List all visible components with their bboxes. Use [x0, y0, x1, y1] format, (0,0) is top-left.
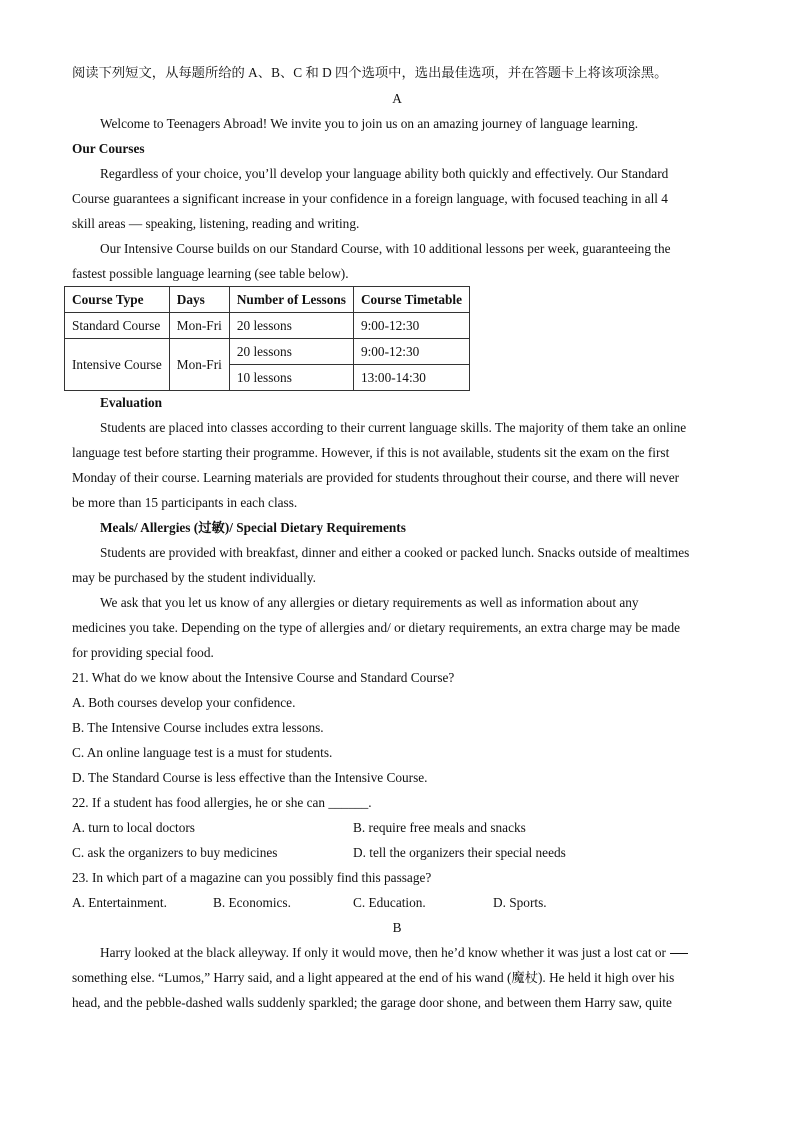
table-cell: 13:00-14:30 [353, 365, 469, 391]
courses-p1-line2: Course guarantees a significant increase in your confidence in a foreign language, with focused teaching in all 4 [72, 191, 668, 206]
table-row [65, 339, 470, 365]
evaluation-line2: language test before starting their programme. However, if this is not available, students sit the exam on the first [72, 445, 670, 460]
question-23-option-a: A. Entertainment. [72, 895, 167, 910]
section-b-letter: B [392, 920, 402, 935]
evaluation-heading: Evaluation [100, 395, 163, 410]
courses-p2-line2: fastest possible language learning (see table below). [72, 266, 349, 281]
allergy-line2: medicines you take. Depending on the type of allergies and/ or dietary requirements, an extra charge may be made [72, 620, 680, 635]
question-23-option-d: D. Sports. [493, 895, 547, 910]
question-21-option-d: D. The Standard Course is less effective than the Intensive Course. [72, 770, 428, 785]
meals-line2: may be purchased by the student individually. [72, 570, 316, 585]
table-cell: 10 lessons [229, 365, 353, 391]
table-cell: 20 lessons [229, 313, 353, 339]
table-header-row [65, 287, 470, 313]
meals-heading: Meals/ Allergies (过敏)/ Special Dietary Requirements [100, 520, 406, 535]
question-21-option-a: A. Both courses develop your confidence. [72, 695, 296, 710]
table-cell: Standard Course [65, 313, 170, 339]
courses-p1-line3: skill areas — speaking, listening, reading and writing. [72, 216, 360, 231]
courses-p1-line1: Regardless of your choice, you’ll develop your language ability both quickly and effectively. Our Standard [100, 166, 669, 181]
question-21-option-b: B. The Intensive Course includes extra lessons. [72, 720, 324, 735]
table-cell: Mon-Fri [169, 313, 229, 339]
table-header-cell: Number of Lessons [229, 287, 353, 313]
em-dash [670, 953, 688, 954]
instruction-text: 阅读下列短文，从每题所给的 A、B、C 和 D 四个选项中，选出最佳选项，并在答题卡上将该项涂黑。 [72, 65, 668, 80]
question-22-option-c: C. ask the organizers to buy medicines [72, 845, 278, 860]
table-header-cell: Days [169, 287, 229, 313]
allergy-line3: for providing special food. [72, 645, 214, 660]
table-cell: 20 lessons [229, 339, 353, 365]
courses-heading: Our Courses [72, 141, 145, 156]
meals-line1: Students are provided with breakfast, dinner and either a cooked or packed lunch. Snacks outside of mealtimes [100, 545, 690, 560]
table-header-cell: Course Type [65, 287, 170, 313]
table-cell: Intensive Course [65, 339, 170, 391]
question-22-option-b: B. require free meals and snacks [353, 820, 526, 835]
table-cell: Mon-Fri [169, 339, 229, 391]
passage-b-line3: head, and the pebble-dashed walls suddenly sparkled; the garage door shone, and between them Harry saw, quite [72, 995, 672, 1010]
question-21-stem: 21. What do we know about the Intensive Course and Standard Course? [72, 670, 455, 685]
table-cell: 9:00-12:30 [353, 313, 469, 339]
evaluation-line1: Students are placed into classes according to their current language skills. The majority of them take an online [100, 420, 687, 435]
passage-b-line1 [100, 940, 732, 965]
question-22-stem: 22. If a student has food allergies, he or she can ______. [72, 795, 372, 810]
passage-b-line2: something else. “Lumos,” Harry said, and a light appeared at the end of his wand (魔杖). He held it high over his [72, 970, 675, 985]
passage-b-line1-text: Harry looked at the black alleyway. If only it would move, then he’d know whether it was just a lost cat or [100, 945, 666, 960]
evaluation-line4: be more than 15 participants in each class. [72, 495, 298, 510]
section-a-letter: A [392, 91, 402, 106]
question-23-stem: 23. In which part of a magazine can you possibly find this passage? [72, 870, 432, 885]
table-header-cell: Course Timetable [353, 287, 469, 313]
question-23-option-b: B. Economics. [213, 895, 291, 910]
table-cell: 9:00-12:30 [353, 339, 469, 365]
course-table [64, 286, 470, 391]
question-21-option-c: C. An online language test is a must for students. [72, 745, 333, 760]
question-23-option-c: C. Education. [353, 895, 426, 910]
intro-paragraph: Welcome to Teenagers Abroad! We invite you to join us on an amazing journey of language learning. [100, 116, 639, 131]
courses-p2-line1: Our Intensive Course builds on our Standard Course, with 10 additional lessons per week, guaranteeing the [100, 241, 671, 256]
evaluation-line3: Monday of their course. Learning materials are provided for students throughout their course, and there will never [72, 470, 680, 485]
question-22-option-a: A. turn to local doctors [72, 820, 195, 835]
allergy-line1: We ask that you let us know of any allergies or dietary requirements as well as information about any [100, 595, 639, 610]
question-22-option-d: D. tell the organizers their special needs [353, 845, 566, 860]
table-row [65, 313, 470, 339]
